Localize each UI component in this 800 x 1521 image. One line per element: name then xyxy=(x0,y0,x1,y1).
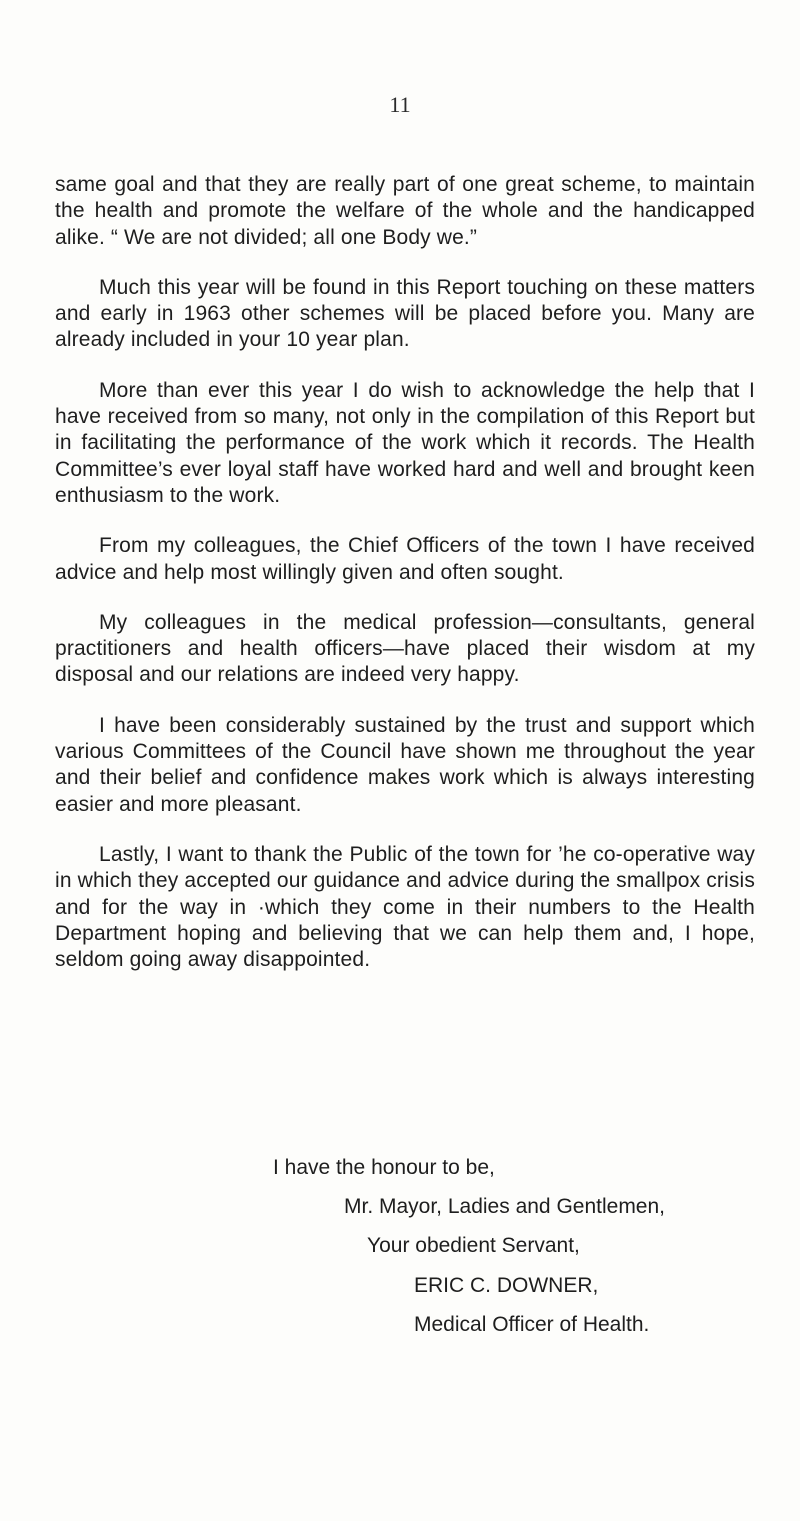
paragraph-committees: I have been considerably sustained by the trust and support which various Committees of the Council have shown me throughout the year and their belief and confidence makes work which is always interesting easier and more pleasant. xyxy=(55,713,755,816)
page-number: 11 xyxy=(389,92,411,117)
closing-salutation-line: Mr. Mayor, Ladies and Gentlemen, xyxy=(344,1195,665,1218)
closing-servant-line: Your obedient Servant, xyxy=(367,1234,580,1257)
signatory-name: ERIC C. DOWNER, xyxy=(414,1274,599,1297)
signatory-title: Medical Officer of Health. xyxy=(414,1313,650,1336)
paragraph-acknowledgement: More than ever this year I do wish to acknowledge the help that I have received from so many, not only in the compilation of this Report but in facilitating the performance of the work which it records. The Health Committee’s ever loyal staff have worked hard and well and brought keen enthusiasm to the work. xyxy=(55,378,755,507)
letter-body xyxy=(55,172,755,997)
paragraph-continuation: same goal and that they are really part of one great scheme, to maintain the health and promote the welfare of the whole and the handicapped alike. “ We are not divided; all one Body we.” xyxy=(55,173,755,249)
paragraph-public-thanks: Lastly, I want to thank the Public of the town for ’he co-operative way in which they accepted our guidance and advice during the smallpox crisis and for the way in ·which they come in their numbers to the Health Department hoping and believing that we can help them and, I hope, seldom going away disappointed. xyxy=(55,842,755,972)
paragraph-report-matters: Much this year will be found in this Report touching on these matters and early in 1963 other schemes will be placed before you. Many are already included in your 10 year plan. xyxy=(55,275,755,352)
closing-honour-line: I have the honour to be, xyxy=(273,1156,495,1179)
paragraph-chief-officers: From my colleagues, the Chief Officers of the town I have received advice and help most willingly given and often sought. xyxy=(55,534,755,584)
paragraph-medical-profession: My colleagues in the medical profession—consultants, general practitioners and health officers—have placed their wisdom at my disposal and our relations are indeed very happy. xyxy=(55,610,755,687)
